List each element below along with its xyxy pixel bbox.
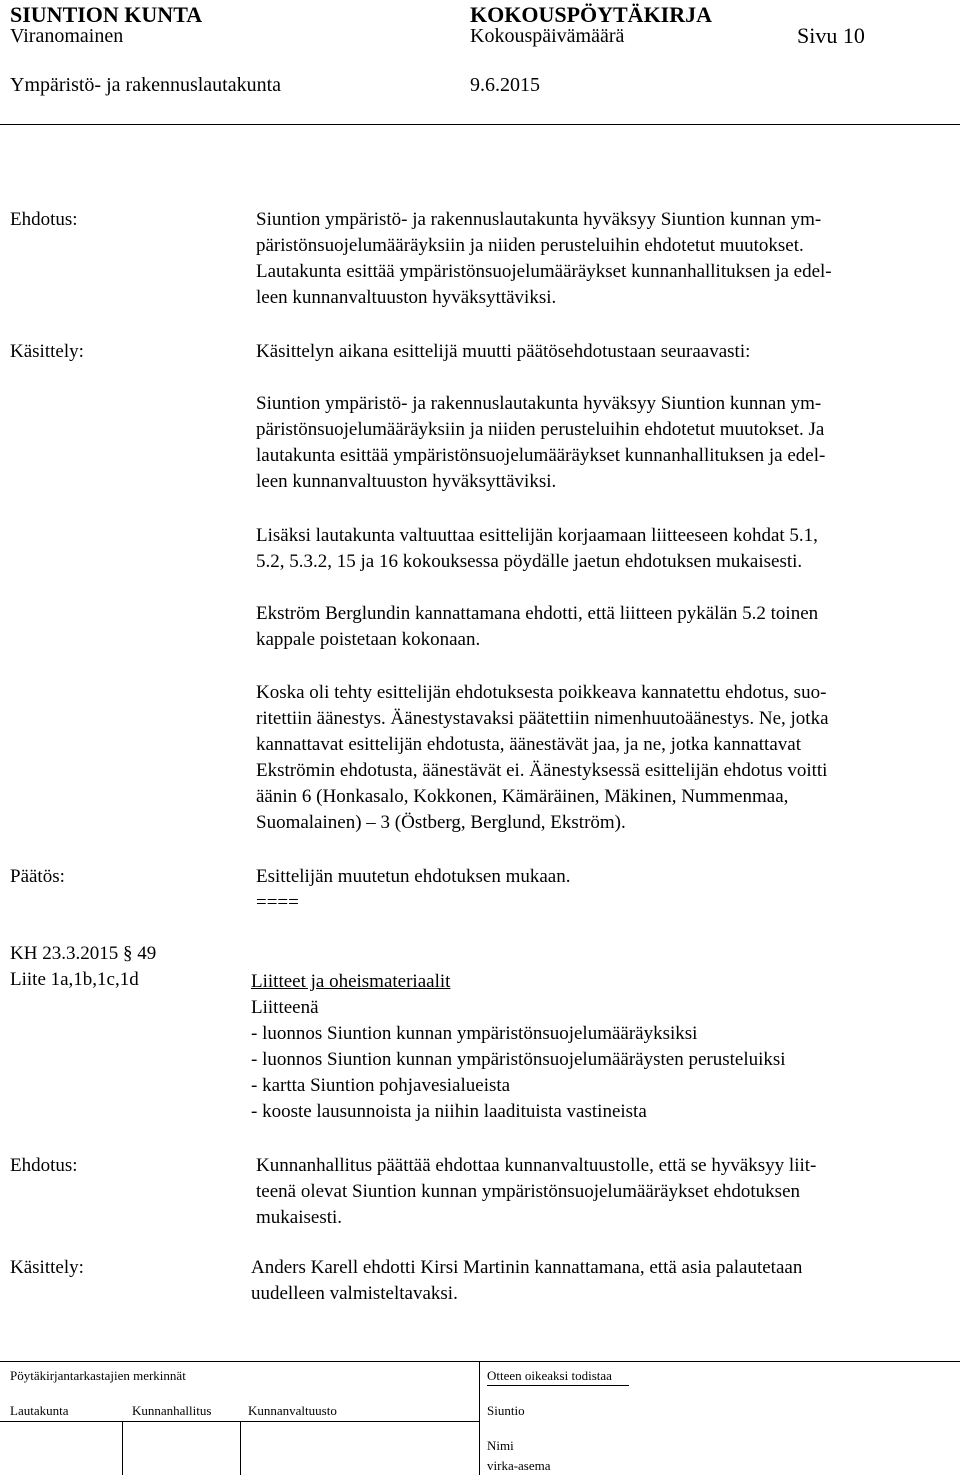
attachments-list <box>251 969 941 1125</box>
footer-signature-divider-2 <box>240 1421 241 1475</box>
text-line: 5.2, 5.3.2, 15 ja 16 kokouksessa pöydälle jaetun ehdotuksen mukaisesti. <box>256 551 803 572</box>
text-line: Suomalainen) – 3 (Östberg, Berglund, Ekström). <box>256 812 626 833</box>
text-line: Esittelijän muutetun ehdotuksen mukaan. <box>256 866 571 887</box>
footer-name-label: Nimi <box>487 1438 514 1453</box>
meeting-date: 9.6.2015 <box>470 74 540 96</box>
text-line: leen kunnanvaltuuston hyväksyttäviksi. <box>256 287 557 308</box>
org-name: SIUNTION KUNTA <box>10 2 203 27</box>
authority-label: Viranomainen <box>10 25 124 47</box>
attachments-subtitle: Liitteenä <box>251 997 319 1018</box>
meeting-date-label: Kokouspäivämäärä <box>470 25 625 47</box>
footer-col-kunnanhallitus: Kunnanhallitus <box>132 1403 212 1418</box>
list-item: - luonnos Siuntion kunnan ympäristönsuojelumääräyksiksi <box>251 1023 698 1044</box>
footer-right-title-underline <box>487 1385 629 1386</box>
text-line: Lisäksi lautakunta valtuuttaa esittelijän korjaamaan liitteeseen kohdat 5.1, <box>256 525 818 546</box>
text-line: päristönsuojelumääräyksiin ja niiden perusteluihin ehdotetut muutokset. <box>256 235 804 256</box>
footer-col-lautakunta: Lautakunta <box>10 1403 69 1418</box>
footer-center-divider <box>479 1361 480 1475</box>
ehdotus-label-2: Ehdotus: <box>10 1155 78 1176</box>
kh-reference: KH 23.3.2015 § 49 <box>10 943 157 964</box>
text-line: Siuntion ympäristö- ja rakennuslautakunta hyväksyy Siuntion kunnan ym- <box>256 393 822 414</box>
text-line: Lautakunta esittää ympäristönsuojelumääräykset kunnanhallituksen ja edel- <box>256 261 832 282</box>
text-line: kappale poistetaan kokonaan. <box>256 629 481 650</box>
text-line: Kunnanhallitus päättää ehdottaa kunnanvaltuustolle, että se hyväksyy liit- <box>256 1155 817 1176</box>
footer-signature-divider-1 <box>122 1421 123 1475</box>
text-line: äänin 6 (Honkasalo, Kokkonen, Kämäräinen, Mäkinen, Nummenmaa, <box>256 786 789 807</box>
footer-left-title: Pöytäkirjantarkastajien merkinnät <box>10 1368 186 1383</box>
liite-reference: Liite 1a,1b,1c,1d <box>10 969 139 990</box>
list-item: - kooste lausunnoista ja niihin laadituista vastineista <box>251 1101 647 1122</box>
text-line: Koska oli tehty esittelijän ehdotuksesta poikkeava kannatettu ehdotus, suo- <box>256 682 827 703</box>
list-item: - kartta Siuntion pohjavesialueista <box>251 1075 511 1096</box>
voting-paragraph <box>256 680 946 836</box>
ehdotus-text <box>256 207 946 311</box>
text-line: mukaisesti. <box>256 1207 343 1228</box>
text-line: Siuntion ympäristö- ja rakennuslautakunta hyväksyy Siuntion kunnan ym- <box>256 209 822 230</box>
ekstrom-paragraph <box>256 601 946 653</box>
authority-name: Ympäristö- ja rakennuslautakunta <box>10 74 282 96</box>
kasittely-text-2 <box>251 1255 941 1307</box>
kasittely-intro <box>256 339 946 365</box>
ehdotus-text-2 <box>256 1153 946 1231</box>
text-line: Ekströmin ehdotusta, äänestävät ei. Äänestyksessä esittelijän ehdotus voitti <box>256 760 828 781</box>
ehdotus-label: Ehdotus: <box>10 209 78 230</box>
footer-title-label: virka-asema <box>487 1458 551 1473</box>
paatos-text <box>256 864 946 916</box>
kasittely-label: Käsittely: <box>10 341 84 362</box>
attachments-title: Liitteet ja oheismateriaalit <box>251 971 451 992</box>
text-line: Käsittelyn aikana esittelijä muutti päätösehdotustaan seuraavasti: <box>256 341 751 362</box>
text-line: ritettiin äänestys. Äänestystavaksi päätettiin nimenhuutoäänestys. Ne, jotka <box>256 708 829 729</box>
text-line: uudelleen valmisteltavaksi. <box>251 1283 458 1304</box>
footer-col-kunnanvaltuusto: Kunnanvaltuusto <box>248 1403 337 1418</box>
kasittely-label-2: Käsittely: <box>10 1257 84 1278</box>
separator: ==== <box>256 892 299 913</box>
lisaksi-paragraph <box>256 523 946 575</box>
header-divider <box>0 124 960 125</box>
text-line: leen kunnanvaltuuston hyväksyttäviksi. <box>256 471 557 492</box>
document-type: KOKOUSPÖYTÄKIRJA <box>470 2 713 27</box>
paatos-label: Päätös: <box>10 866 65 887</box>
text-line: teenä olevat Siuntion kunnan ympäristönsuojelumääräykset ehdotuksen <box>256 1181 801 1202</box>
text-line: Anders Karell ehdotti Kirsi Martinin kannattamana, että asia palautetaan <box>251 1257 803 1278</box>
footer-top-rule <box>0 1361 960 1362</box>
list-item: - luonnos Siuntion kunnan ympäristönsuojelumääräysten perusteluiksi <box>251 1049 786 1070</box>
modified-proposal <box>256 391 946 495</box>
text-line: kannattavat esittelijän ehdotusta, äänestävät jaa, ja ne, jotka kannattavat <box>256 734 801 755</box>
text-line: Ekström Berglundin kannattamana ehdotti, että liitteen pykälän 5.2 toinen <box>256 603 819 624</box>
footer-place: Siuntio <box>487 1403 525 1418</box>
text-line: lautakunta esittää ympäristönsuojelumääräykset kunnanhallituksen ja edel- <box>256 445 826 466</box>
footer-right-title: Otteen oikeaksi todistaa <box>487 1368 612 1383</box>
text-line: päristönsuojelumääräyksiin ja niiden perusteluihin ehdotetut muutokset. Ja <box>256 419 825 440</box>
page-number: Sivu 10 <box>797 23 865 48</box>
